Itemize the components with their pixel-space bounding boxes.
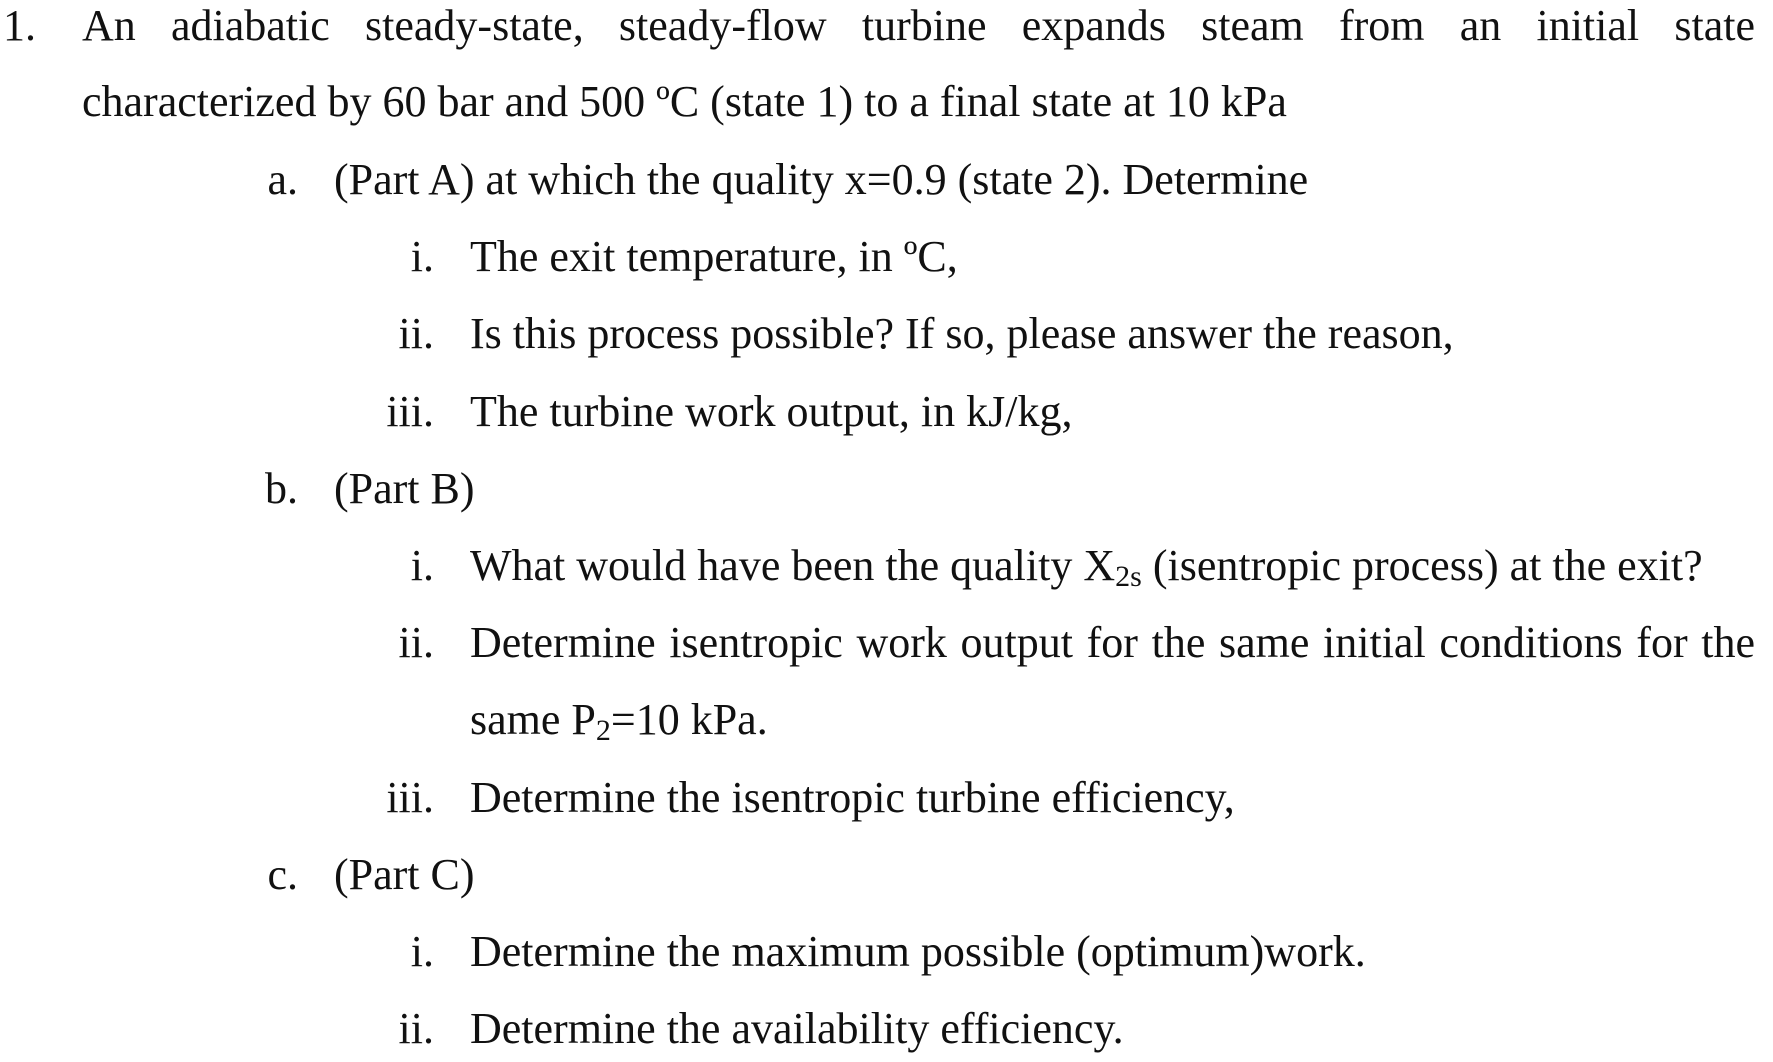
part-a-item-1-marker: i. — [410, 232, 434, 281]
part-b-item-1-text-before: What would have been the quality X — [470, 541, 1116, 590]
part-c-text: (Part C) — [334, 850, 475, 899]
part-b-item-2-text: Determine isentropic work output for the same initial conditions for the — [470, 618, 1755, 667]
part-a-item-2-text: Is this process possible? If so, please answer the reason, — [470, 309, 1454, 358]
question-line-2 — [0, 76, 1773, 128]
part-a-item-3-marker: iii. — [386, 387, 434, 436]
part-a-line — [0, 154, 1773, 206]
part-b-item-1-text — [470, 540, 1703, 592]
part-a-item-3 — [0, 386, 1773, 438]
part-a-text: (Part A) at which the quality x=0.9 (state 2). Determine — [334, 155, 1309, 204]
question-text-line-2: characterized by 60 bar and 500 ºC (state 1) to a final state at 10 kPa — [82, 77, 1287, 126]
part-a-item-2 — [0, 308, 1773, 360]
part-b-item-2-cont-after: =10 kPa. — [610, 695, 768, 744]
part-b-item-1-text-after: (isentropic process) at the exit? — [1141, 541, 1703, 590]
part-c-item-1 — [0, 926, 1773, 978]
part-b-item-3-text: Determine the isentropic turbine efficiency, — [470, 773, 1235, 822]
part-b-item-3-marker: iii. — [386, 773, 434, 822]
part-b-item-2-continuation — [0, 694, 1773, 746]
part-a-item-1-text: The exit temperature, in ºC, — [470, 232, 958, 281]
part-b-item-2-cont-subscript: 2 — [595, 714, 611, 747]
part-b-item-3 — [0, 772, 1773, 824]
part-b-text: (Part B) — [334, 464, 475, 513]
question-line-1 — [0, 0, 1773, 52]
part-b-item-1-marker: i. — [410, 541, 434, 590]
part-b-item-2-cont-text — [470, 694, 768, 746]
part-c-item-1-text: Determine the maximum possible (optimum)work. — [470, 927, 1366, 976]
part-a-item-2-marker: ii. — [398, 309, 434, 358]
part-c-item-2-text: Determine the availability efficiency. — [470, 1004, 1124, 1053]
part-c-item-1-marker: i. — [410, 927, 434, 976]
part-c-marker: c. — [267, 850, 298, 899]
part-b-item-2-marker: ii. — [398, 618, 434, 667]
part-b-line — [0, 463, 1773, 515]
part-c-item-2-marker: ii. — [398, 1004, 434, 1053]
question-number: 1. — [3, 1, 36, 50]
part-a-item-3-text: The turbine work output, in kJ/kg, — [470, 387, 1073, 436]
part-a-marker: a. — [267, 155, 298, 204]
part-c-item-2 — [0, 1003, 1773, 1055]
part-b-item-2 — [0, 617, 1773, 669]
part-a-item-1 — [0, 231, 1773, 283]
part-b-item-1-subscript: 2s — [1115, 560, 1142, 593]
question-text-line-1: An adiabatic steady-state, steady-flow turbine expands steam from an initial state — [82, 1, 1755, 50]
part-b-marker: b. — [265, 464, 298, 513]
part-b-item-1 — [0, 540, 1773, 592]
part-c-line — [0, 849, 1773, 901]
part-b-item-2-cont-before: same P — [470, 695, 596, 744]
